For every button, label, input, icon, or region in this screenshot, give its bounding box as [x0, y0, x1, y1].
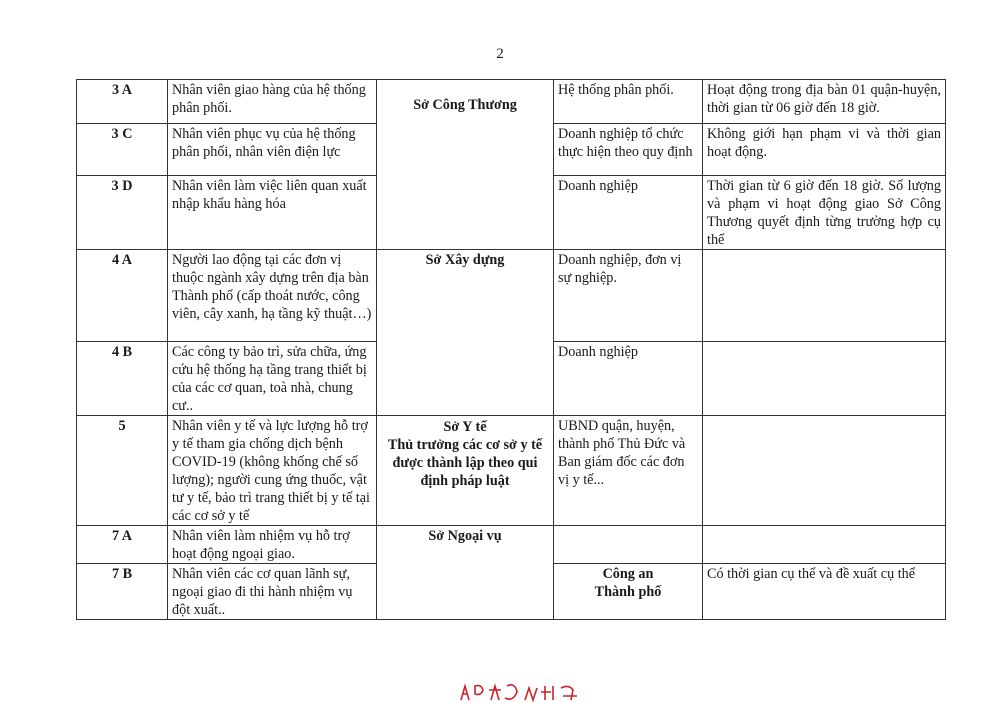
- page-number: 2: [496, 46, 504, 62]
- row-subject: Nhân viên làm việc liên quan xuất nhập khẩu hàng hóa: [168, 176, 377, 250]
- row-code: 4 B: [77, 342, 168, 416]
- table-row: [77, 416, 946, 526]
- row-code: 3 D: [77, 176, 168, 250]
- row-scope: [703, 342, 946, 416]
- row-agency: Sở Xây dựng: [377, 250, 554, 416]
- table-row: [77, 250, 946, 342]
- row-scope: Có thời gian cụ thể và đề xuất cụ thể: [703, 564, 946, 620]
- row-issuer: Doanh nghiệp: [554, 176, 703, 250]
- table-row: [77, 526, 946, 564]
- row-code: 3 C: [77, 124, 168, 176]
- row-subject: Nhân viên các cơ quan lãnh sự, ngoại giao đi thi hành nhiệm vụ đột xuất..: [168, 564, 377, 620]
- row-agency: Sở Ngoại vụ: [377, 526, 554, 620]
- row-code: 7 B: [77, 564, 168, 620]
- regulation-table: [76, 79, 946, 620]
- row-scope: [703, 250, 946, 342]
- row-code: 3 A: [77, 80, 168, 124]
- red-seal-stamp: [455, 680, 585, 702]
- row-code: 4 A: [77, 250, 168, 342]
- row-scope: Không giới hạn phạm vi và thời gian hoạt động.: [703, 124, 946, 176]
- row-subject: Nhân viên giao hàng của hệ thống phân phối.: [168, 80, 377, 124]
- row-issuer: UBND quận, huyện, thành phố Thủ Đức và Ban giám đốc các đơn vị y tế...: [554, 416, 703, 526]
- table-row: [77, 80, 946, 124]
- row-subject: Người lao động tại các đơn vị thuộc ngành xây dựng trên địa bàn Thành phố (cấp thoát nước, công viên, cây xanh, hạ tầng kỹ thuật…): [168, 250, 377, 342]
- row-issuer: [554, 526, 703, 564]
- row-scope: Hoạt động trong địa bàn 01 quận-huyện, thời gian từ 06 giờ đến 18 giờ.: [703, 80, 946, 124]
- row-code: 5: [77, 416, 168, 526]
- row-issuer: Công an Thành phố: [554, 564, 703, 620]
- row-code: 7 A: [77, 526, 168, 564]
- row-scope: Thời gian từ 6 giờ đến 18 giờ. Số lượng và phạm vi hoạt động giao Sở Công Thương quyết định từng trường hợp cụ thể: [703, 176, 946, 250]
- row-subject: Nhân viên phục vụ của hệ thống phân phối, nhân viên điện lực: [168, 124, 377, 176]
- row-issuer: Hệ thống phân phối.: [554, 80, 703, 124]
- row-subject: Các công ty bảo trì, sửa chữa, ứng cứu hệ thống hạ tầng trang thiết bị của các cơ quan, toà nhà, chung cư..: [168, 342, 377, 416]
- row-issuer: Doanh nghiệp: [554, 342, 703, 416]
- row-subject: Nhân viên y tế và lực lượng hỗ trợ y tế tham gia chống dịch bệnh COVID-19 (không khống chế số lượng); người cung ứng thuốc, vật tư y tế, bảo trì trang thiết bị y tế tại các cơ sở y tế: [168, 416, 377, 526]
- row-agency: Sở Công Thương: [377, 80, 554, 250]
- row-issuer: Doanh nghiệp tổ chức thực hiện theo quy định: [554, 124, 703, 176]
- row-agency: Sở Y tế Thủ trưởng các cơ sở y tế được thành lập theo qui định pháp luật: [377, 416, 554, 526]
- row-scope: [703, 416, 946, 526]
- row-subject: Nhân viên làm nhiệm vụ hỗ trợ hoạt động ngoại giao.: [168, 526, 377, 564]
- row-scope: [703, 526, 946, 564]
- row-issuer: Doanh nghiệp, đơn vị sự nghiệp.: [554, 250, 703, 342]
